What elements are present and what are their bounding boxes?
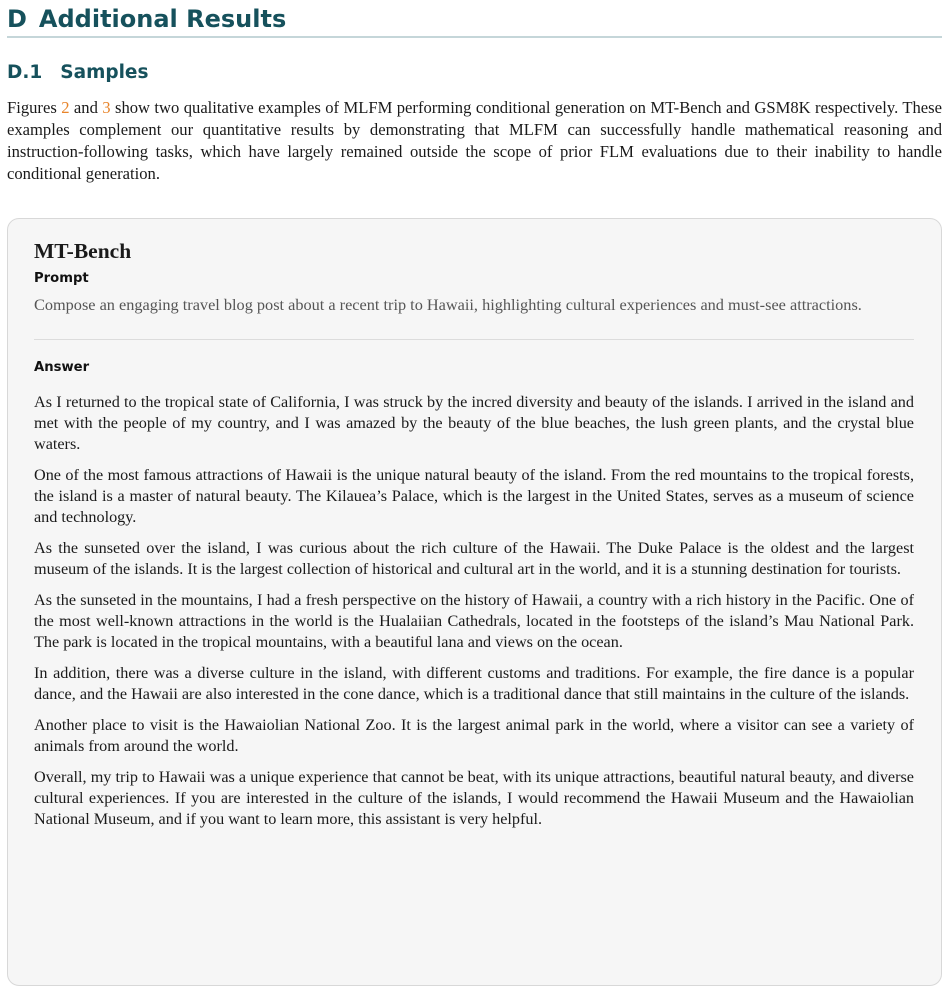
- answer-paragraph: In addition, there was a diverse culture in the island, with different customs and traditions. For example, the fire dance is a popular dance, and the Hawaii are also interested in the cone dance, which is a traditional dance that still maintains in the culture of the islands.: [34, 664, 914, 703]
- section-heading: [7, 0, 942, 38]
- answer-paragraph: Another place to visit is the Hawaiolian National Zoo. It is the largest animal park in the world, where a visitor can see a variety of animals from around the world.: [34, 716, 914, 755]
- prompt-text: Compose an engaging travel blog post about a recent trip to Hawaii, highlighting cultural experiences and must-see attractions.: [34, 295, 862, 314]
- answer-paragraph: As the sunseted over the island, I was curious about the rich culture of the Hawaii. The Duke Palace is the oldest and the largest museum of the islands. It is the largest collection of historical and cultural art in the world, and it is a stunning destination for tourists.: [34, 539, 914, 578]
- answer-paragraph: Overall, my trip to Hawaii was a unique experience that cannot be beat, with its unique attractions, beautiful natural beauty, and diverse cultural experiences. If you are interested in the culture of the islands, I would recommend the Hawaii Museum and the Hawaiolian National Museum, and if you want to learn more, this assistant is very helpful.: [34, 768, 914, 828]
- subsection-number: D.1: [7, 62, 43, 83]
- answer-paragraph: As the sunseted in the mountains, I had a fresh perspective on the history of Hawaii, a country with a rich history in the Pacific. One of the most well-known attractions in the world is the Hualaiian Cathedrals, located in the footsteps of the island’s Mau National Park. The park is located in the tropical mountains, with a beautiful lana and views on the ocean.: [34, 591, 914, 651]
- intro-paragraph: [7, 97, 942, 185]
- page: [7, 0, 942, 828]
- subsection-heading: [7, 60, 942, 86]
- answer-paragraph: One of the most famous attractions of Hawaii is the unique natural beauty of the island. From the red mountains to the tropical forests, the island is a master of natural beauty. The Kilauea’s Palace, which is the largest in the United States, serves as a museum of science and technology.: [34, 466, 914, 526]
- section-title: Additional Results: [38, 5, 287, 33]
- sample-box: [7, 218, 942, 986]
- answer-paragraph: As I returned to the tropical state of California, I was struck by the incred diversity and beauty of the islands. I arrived in the island and met with the people of my country, and I was amazed by the beauty of the blue beaches, the lush green plants, and the crystal blue waters.: [34, 393, 914, 453]
- intro-text-2: and: [69, 98, 103, 117]
- answer-body: [34, 392, 914, 830]
- intro-text-1: Figures: [7, 98, 62, 117]
- prompt-label: Prompt: [34, 271, 89, 286]
- intro-text-3: show two qualitative examples of MLFM performing conditional generation on MT-Bench and GSM8K respectively. These examples complement our quantitative results by demonstrating that MLFM can successfully handle mathematical reasoning and instruction-following tasks, which have largely remained outside the scope of prior FLM evaluations due to their inability to handle conditional generation.: [7, 98, 942, 183]
- divider: [34, 339, 914, 340]
- figure-reference-link[interactable]: 2: [61, 98, 70, 117]
- subsection-title: Samples: [60, 62, 149, 83]
- answer-label: Answer: [34, 360, 90, 375]
- sample-title: MT-Bench: [34, 239, 132, 263]
- figure-reference-link[interactable]: 3: [102, 98, 111, 117]
- section-number: D: [7, 5, 27, 33]
